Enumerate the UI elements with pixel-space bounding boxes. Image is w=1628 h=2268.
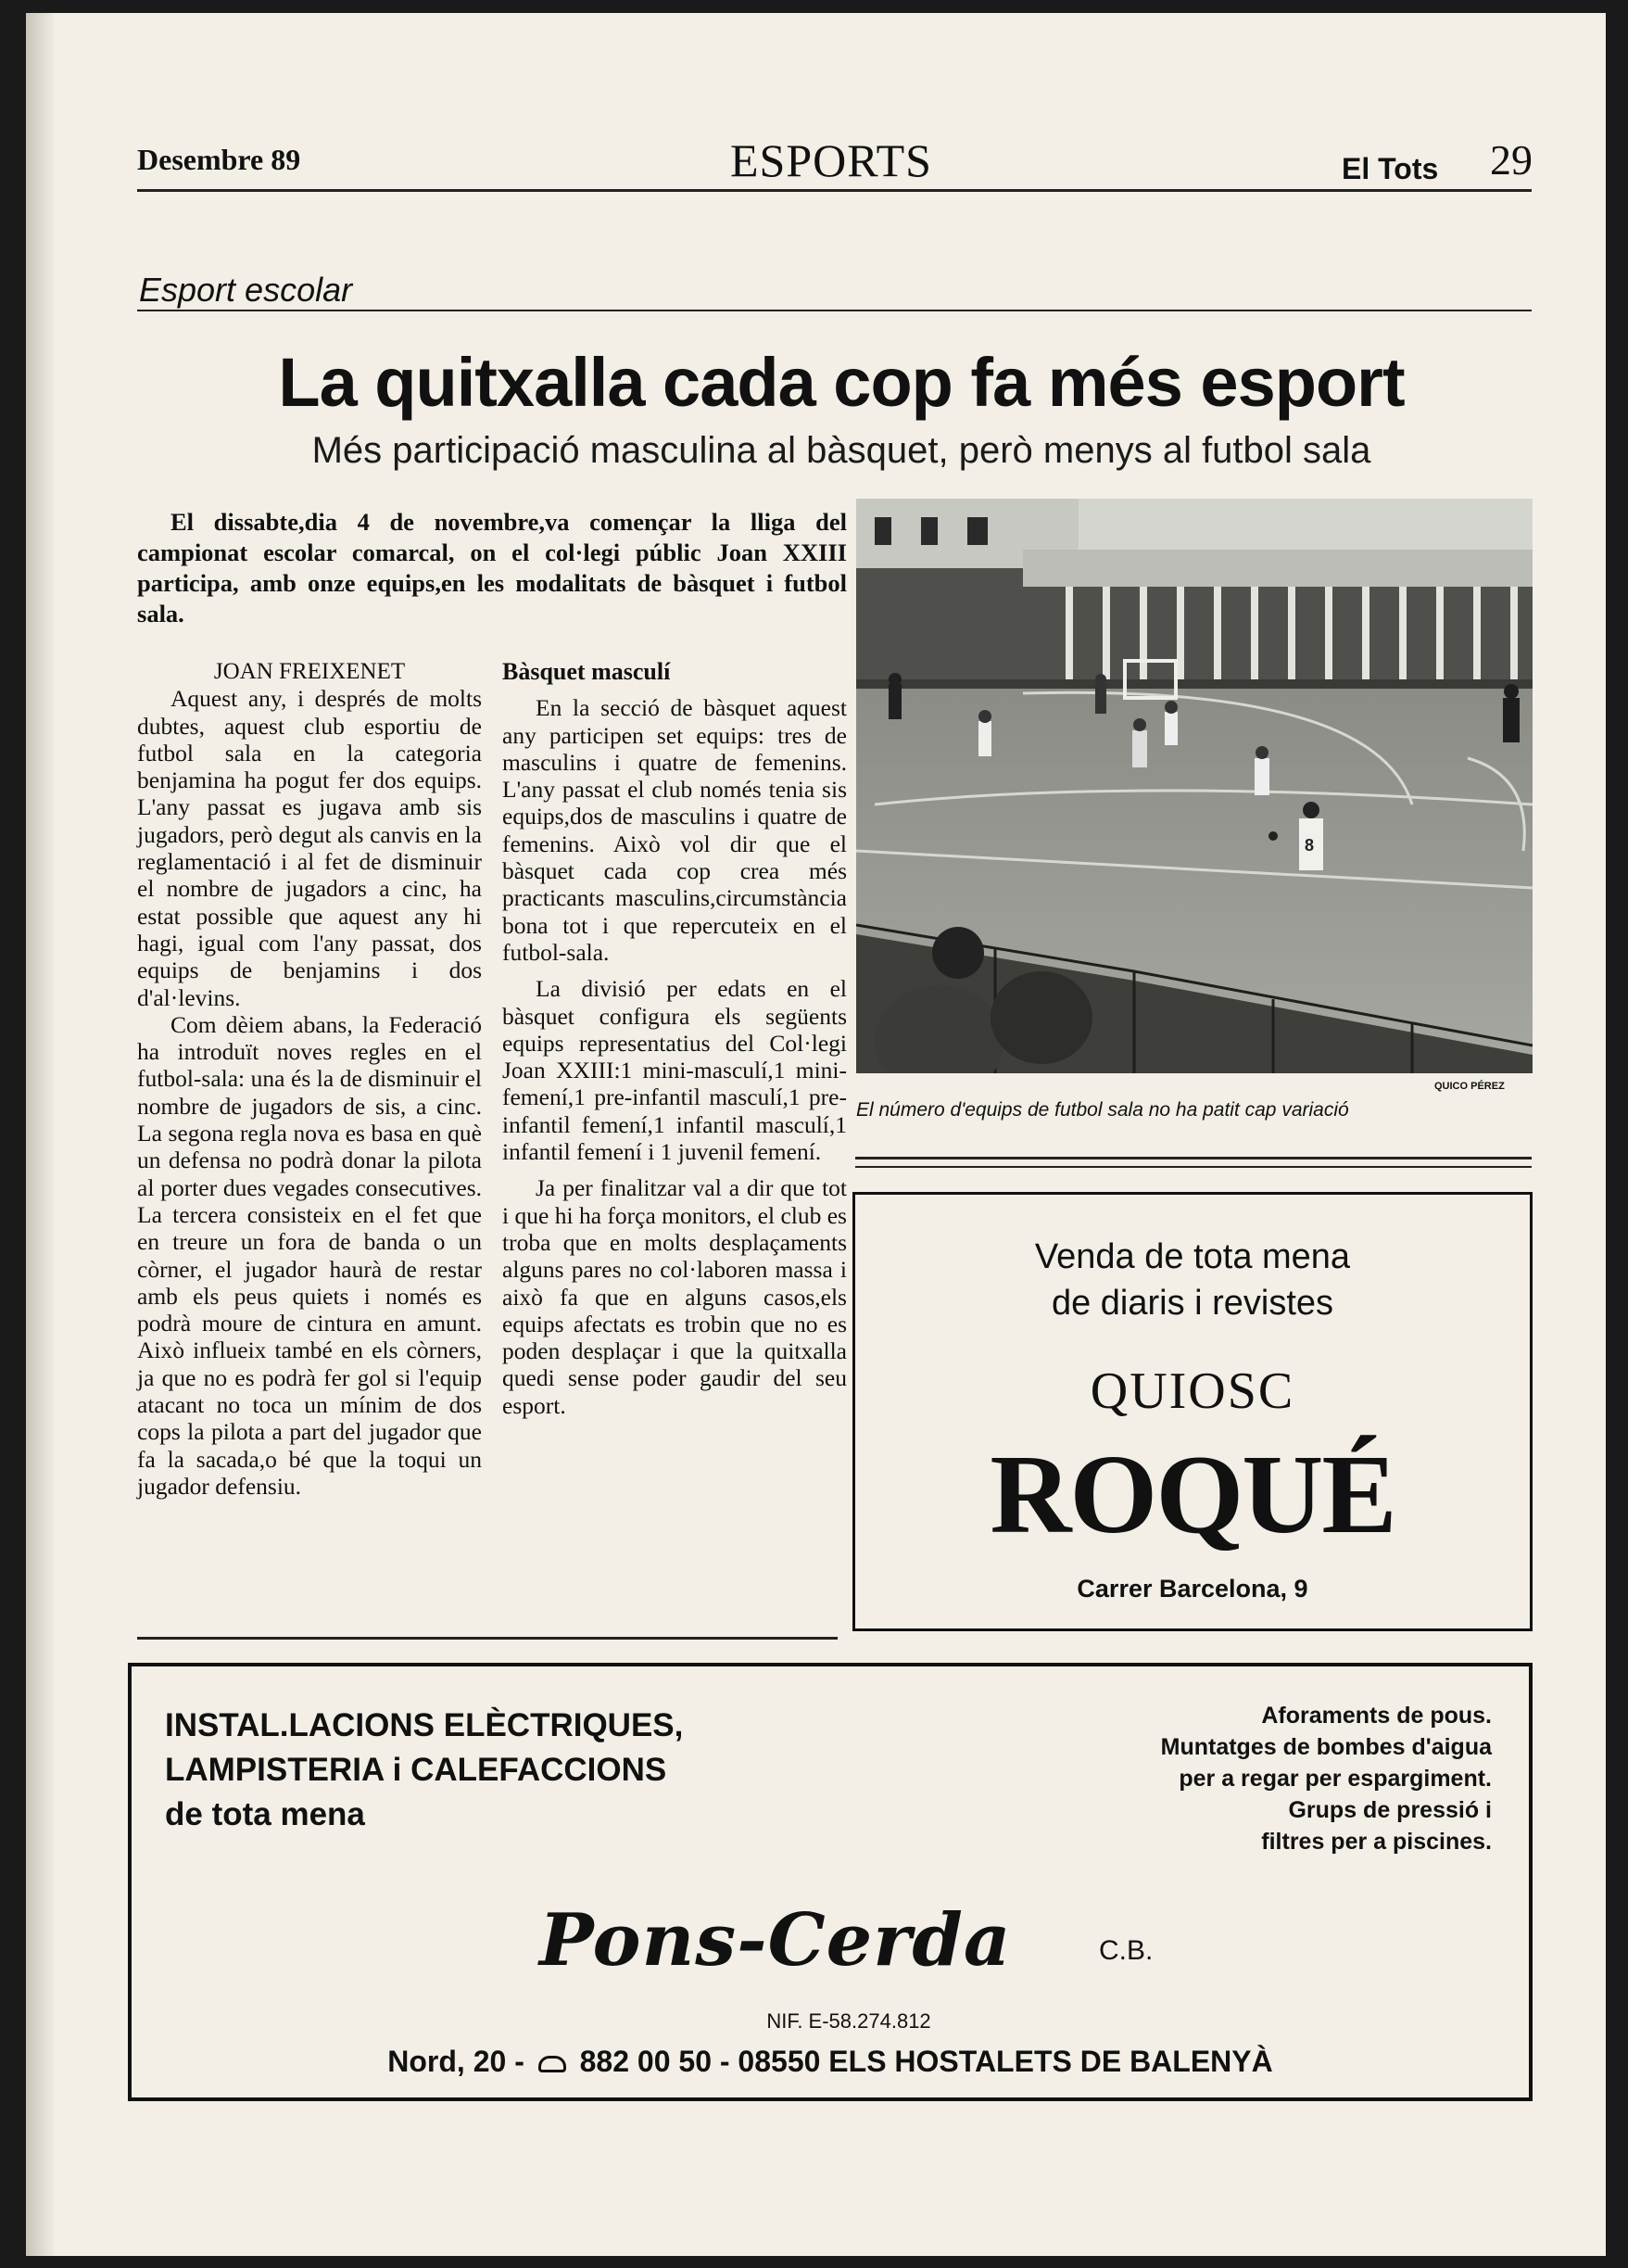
page-number: 29 xyxy=(1490,136,1533,184)
ad-service-line: LAMPISTERIA i CALEFACCIONS xyxy=(165,1752,667,1788)
photo-credit: QUICO PÉREZ xyxy=(1434,1081,1505,1092)
ad-shop-name: ROQUÉ xyxy=(990,1432,1395,1557)
ad-services-right xyxy=(1161,1700,1492,1857)
caption-rule-bottom xyxy=(855,1166,1532,1168)
article-headline: La quitxalla cada cop fa més esport xyxy=(278,344,1405,421)
article-column-2 xyxy=(502,658,847,1428)
ad-service-line: Grups de pressió i xyxy=(1288,1797,1492,1823)
futsal-game-photo xyxy=(856,499,1533,1073)
pons-cerda-logo: Pons-Cerda xyxy=(539,1898,1012,1983)
publication-name: El Tots xyxy=(1342,152,1439,185)
ad-shop-type: QUIOSC xyxy=(1090,1362,1295,1420)
ad-address: Carrer Barcelona, 9 xyxy=(1077,1575,1308,1603)
article-lead: El dissabte,dia 4 de novembre,va començar la lliga del campionat escolar comarcal, on el col·legi públic Joan XXIII participa, amb onze equips,en les modalitats de bàsquet i futbol sala. xyxy=(137,508,847,627)
ad-services-left xyxy=(165,1704,683,1837)
ad-service-line: Muntatges de bombes d'aigua xyxy=(1160,1734,1492,1760)
article-column-1 xyxy=(137,658,482,1500)
company-address xyxy=(132,2045,1529,2079)
ad-service-line: per a regar per espargiment. xyxy=(1179,1766,1492,1792)
article-subheadline: Més participació masculina al bàsquet, però menys al futbol sala xyxy=(311,430,1371,471)
issue-date: Desembre 89 xyxy=(137,143,301,176)
article-photo xyxy=(856,499,1533,1073)
ad-service-line: de tota mena xyxy=(165,1796,365,1832)
ad-tagline xyxy=(855,1234,1530,1326)
magazine-page xyxy=(26,13,1606,2256)
paragraph: Aquest any, i després de molts dubtes, aquest club esportiu de futbol sala en la categoria benjamina ha pogut fer dos equips. L'any passat es jugava amb sis jugadors, però degut als canvis en la reglamentació i al fet de disminuir el nombre de jugadors a cinc, ha estat possible que aquest any hi hagi, igual com l'any passat, dos equips de benjamins i dos d'al·levins. xyxy=(137,685,482,1011)
section-subheading: Bàsquet masculí xyxy=(502,658,671,685)
quiosc-roque-ad xyxy=(852,1192,1533,1631)
address-phone-town: 882 00 50 - 08550 ELS HOSTALETS DE BALENYÀ xyxy=(579,2045,1273,2078)
company-suffix: C.B. xyxy=(1099,1935,1154,1966)
jersey-number: 8 xyxy=(1305,836,1315,855)
header-rule xyxy=(137,189,1532,192)
ad-tagline-line-2: de diaris i revistes xyxy=(1051,1284,1334,1323)
ad-service-line: filtres per a piscines. xyxy=(1261,1829,1492,1855)
article-end-rule xyxy=(137,1637,838,1640)
tax-id: NIF. E-58.274.812 xyxy=(766,2009,931,2033)
pons-cerda-ad xyxy=(128,1663,1533,2101)
page-binding-shadow xyxy=(26,13,54,2256)
caption-rule-top xyxy=(855,1157,1532,1159)
address-street: Nord, 20 - xyxy=(387,2045,524,2078)
paragraph: Ja per finalitzar val a dir que tot i que hi ha força monitors, el club es troba que en molts desplaçaments alguns pares no col·laboren massa i això fa que en alguns casos,els equips afectats es trobin que no es poden desplaçar i que la quitxalla quedi sense poder gaudir del seu esport. xyxy=(502,1174,847,1419)
paragraph: Com dèiem abans, la Federació ha introduït noves regles en el futbol-sala: una és la de disminuir el nombre de jugadors de sis, a cinc. La segona regla nova es basa en què un defensa no podrà donar la pilota al porter dues vegades consecutives. La tercera consisteix en el fet que en treure un fora de banda o un còrner, el jugador haurà de restar amb els peus quiets i només es podrà moure de cintura en amunt. Això influeix també en els còrners, ja que no es podrà fer gol si l'equip atacant no toca un mínim de dos cops la pilota a part del jugador que fa la sacada,o bé que la toqui un jugador defensiu. xyxy=(137,1010,482,1500)
section-title: ESPORTS xyxy=(730,134,932,186)
paragraph: La divisió per edats en el bàsquet configura els següents equips representatius del Col·legi Joan XXIII:1 mini-masculí,1 mini-femení,1 pre-infantil masculí,1 pre-infantil femení,1 infantil masculí,1 infantil femení i 1 juvenil femení. xyxy=(502,975,847,1166)
telephone-icon xyxy=(538,2056,566,2072)
paragraph: En la secció de bàsquet aquest any participen set equips: tres de masculins i quatre de femenins. L'any passat el club només tenia sis equips,dos de masculins i quatre de femenins. Això vol dir que el bàsquet cada cop crea més practicants masculins,circumstància bona tot i que repercuteix en el futbol-sala. xyxy=(502,694,847,966)
kicker-rule xyxy=(137,310,1532,311)
ad-service-line: Aforaments de pous. xyxy=(1261,1703,1492,1729)
ad-service-line: INSTAL.LACIONS ELÈCTRIQUES, xyxy=(165,1707,684,1743)
article-kicker: Esport escolar xyxy=(139,271,353,309)
photo-caption: El número d'equips de futbol sala no ha patit cap variació xyxy=(856,1099,1349,1121)
ad-tagline-line-1: Venda de tota mena xyxy=(1034,1237,1351,1276)
article-byline: JOAN FREIXENET xyxy=(213,659,406,684)
